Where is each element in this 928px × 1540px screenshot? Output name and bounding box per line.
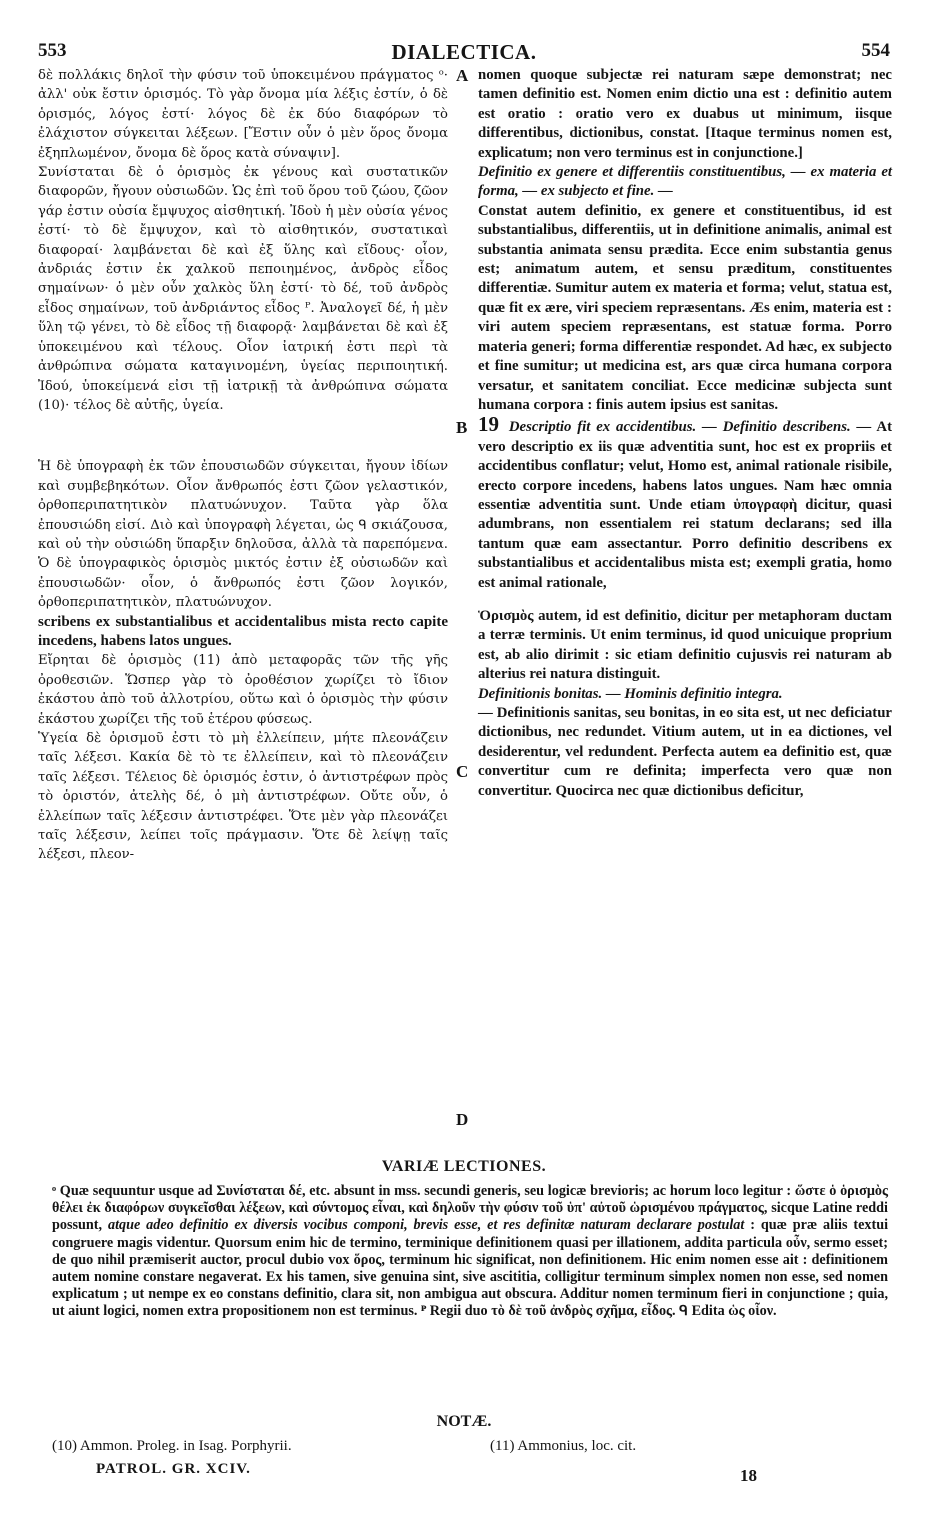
gathering-signature: 18 (740, 1466, 757, 1485)
note-10: (10) Ammon. Proleg. in Isag. Porphyrii. (52, 1438, 292, 1454)
margin-letter-d: D (456, 1110, 469, 1129)
notae-title: NOTÆ. (436, 1413, 492, 1430)
section-number: 19 (478, 412, 499, 437)
latin-paragraph: At vero descriptio ex iis quæ adventitia sunt, hoc est ex propriis et accidentibus conflatur; velut, Homo est, animal rationale risibile, erecto corpore incedens, habens latos ungues. Nam hæc omnia essentiæ adventitia sunt. Unde etiam ὑπογραφὴ dicitur, quasi adumbrans, non essentialem rei statum declarans; sed illa tantum quæ eam assectantur. Porro definitio describens ex substantialibus et accidentalibus mista est; exempli gratia, homo est animal rationale, (478, 419, 893, 591)
latin-paragraph: Ὁρισμὸς autem, id est definitio, dicitur per metaphoram ductam a terræ terminis. Ut enim terminus, id quod unicuique proprium est, ab alio dirimit : sic etiam definitio cujusvis rei naturam ab alterius rei natura distinguit. (478, 607, 892, 683)
variae-lectiones-text (52, 1183, 888, 1321)
latin-paragraph: Constat autem definitio, ex genere et constituentibus, id est substantialibus, differentiis, ut in definitione animalis, animal est substantia animata sensu prædita. Ecce enim substantia genus est; animatum autem, et sensu præditum, constituentes differentiæ. Sumitur autem ex materia et forma; velut, statua est, quæ fit ex ære, viri speciem repræsentans. Æs enim, materia est : viri autem speciem repræsentans, est statuæ forma. Porro materia generi; forma differentiæ respondet. Ad hæc, ex subjecto et fine sumitur; ut medicina est, ars quæ circa humana corpora versatur, et sanitatem conciliat. Ecce medicinæ subjecta sunt humana corpora : finis autem ipsius est sanitas. (478, 202, 892, 413)
latin-continuation: scribens ex substantialibus et accidentalibus mista recto capite incedens, habens latos ungues. (38, 613, 448, 649)
section-heading: Descriptio fit ex accidentibus. — Definitio describens. — (508, 419, 872, 436)
greek-paragraph: Συνίσταται δὲ ὁ ὁρισμὸς ἐκ γένους καὶ συστατικῶν διαφορῶν, ἤγουν οὐσιωδῶν. Ὡς ἐπὶ τοῦ ὅρου τοῦ ζώου, ζῶον γάρ ἐστιν οὐσία ἔμψυχος αἰσθητική. Ἰδοὺ ἡ μὲν οὐσία γένος ἐστί· τὸ δὲ ἔμψυχον, καὶ τὸ αἰσθητικόν, συστατικαὶ διαφοραί· λαμβάνεται δὲ καὶ ἐξ ὕλης καὶ εἴδους· οἷον, ἀνδριάς ἐστιν ἐκ χαλκοῦ πεποιημένος, ἀνδρὸς εἶδος σημαίνων· ὁ μὲν οὖν χαλκὸς ὕλη ἐστί· τὸ δέ, τοῦ ἀνδρὸς εἶδος σημαίνων, τοῦ ἀνδριάντος εἶδος ᴾ. Ἀναλογεῖ δέ, ἡ μὲν ὕλη τῷ γένει, τὸ δὲ εἶδος τῇ διαφορᾷ· λαμβάνεται δὲ καὶ ἐξ ὑποκειμένου καὶ τέλους. Οἷον ἰατρική ἐστι περὶ τὰ ἀνθρώπινα σώματα καταγινομένη, ὑγείας περιποιητική. Ἰδού, ὑποκείμενά εἰσι τῇ ἰατρικῇ τὰ ἀνθρώπινα σώματα (10)· τέλος δὲ αὐτῆς, ὑγεία. (38, 165, 448, 413)
latin-paragraph: — Definitionis sanitas, seu bonitas, in eo sita est, ut nec deficiatur dictionibus, nec redundet. Vitium autem, ut in ea dictiones, vel desiderentur, vel redundent. Perfecta autem ea definitio est, quæ convertitur cum re definita; imperfecta vero quæ non convertitur. Quocirca nec quæ dictionibus deficitur, (478, 705, 892, 799)
latin-column (478, 66, 892, 801)
patrologia-signature: PATROL. GR. XCIV. (96, 1461, 251, 1477)
margin-letter-c: C (456, 762, 469, 781)
latin-paragraph: nomen quoque subjectæ rei naturam sæpe demonstrat; nec tamen definitio est. Nomen enim dictio una est : definitio autem est oratio : oratio vero ex duabus ut minimum, iisque differentibus, dictionibus, constat. [Itaque terminus nomen est, explicatum; non vero terminus est in conjunctione.] (478, 67, 892, 161)
section-heading: Definitionis bonitas. — Hominis definitio integra. (478, 685, 783, 702)
variae-lectiones-title: VARIÆ LECTIONES. (381, 1158, 547, 1175)
note-11: (11) Ammonius, loc. cit. (490, 1438, 637, 1454)
right-page-number: 554 (861, 40, 890, 61)
margin-letter-a: A (456, 66, 469, 85)
running-title: DIALECTICA. (391, 40, 537, 64)
greek-paragraph: Εἴρηται δὲ ὁρισμὸς (11) ἀπὸ μεταφορᾶς τῶν τῆς γῆς ὀροθεσιῶν. Ὥσπερ γὰρ τὸ ὀροθέσιον χωρίζει τὸ ἴδιον ἑκάστου ἀπὸ τοῦ ἀλλοτρίου, οὕτω καὶ ὁ ὁρισμὸς τὴν φύσιν ἑκάστου χωρίζει τῆς τοῦ ἑτέρου φύσεως. (38, 653, 448, 727)
variae-text-part: : quæ præ aliis textui congruere magis videntur. Quorsum enim hic de termino, terminique definitionem quasi per illationem, addita particula οὖν, sermo esset; de quo nihil præmiserit auctor, procul dubio vox ὅρος, terminum hic significat, non definitionem. Hic enim nomen esse ait : definitionem autem nomine constare negaverat. Ex his tamen, sive genuina sint, sive ascititia, colligitur terminum simplex nomen non esse, sed nomen explicatum ; ut nempe ex eo constans definitio, clara sit, non ambigua aut obscura. Additur nomen terminum fieri in conjunctione ; quia, ut aiunt logici, nomen extra propositionem non est terminus. ᴾ Regii duo τὸ δὲ τοῦ ἀνδρὸς σχῆμα, εἶδος. ᑫ Edita ὡς οἷον. (52, 1217, 889, 1320)
left-page-number: 553 (38, 40, 67, 61)
variae-text-part: ᵒ Quæ sequuntur usque ad Συνίσταται δέ, etc. absunt in mss. secundi generis, seu logicæ brevioris; ac horum loco legitur : ὥστε ὁ ὁρισμὸς θέλει ἐκ διαφόρων συγκεῖσθαι λέξεων, καὶ σύντομος εἶναι, καὶ δηλοῦν τὴν φύσιν τοῦ ὑπ' αὐτοῦ ὡρισμένου πράγματος, sicque Latine reddi possunt, (52, 1183, 888, 1234)
greek-paragraph: Ὑγεία δὲ ὁρισμοῦ ἐστι τὸ μὴ ἐλλείπειν, μήτε πλεονάζειν ταῖς λέξεσι. Κακία δὲ τὸ τε ἐλλείπειν, καὶ τὸ πλεονάζειν ταῖς λέξεσι. Τέλειος δὲ ὁρισμός ἐστιν, ὁ ἀντιστρέφων πρὸς τὸ ὁριστόν, ἀτελὴς δέ, ὁ μὴ ἀντιστρέφων. Οὔτε οὖν, ὁ ἐλλείπων ταῖς λέξεσιν ἀντιστρέφει. Ὅτε μὲν γὰρ πλεονάζει ταῖς λέξεσιν, λείπει τοῖς πράγμασιν. Ὅτε δὲ λείψῃ ταῖς λέξεσι, πλεον- (38, 731, 448, 863)
greek-paragraph: Ἡ δὲ ὑπογραφὴ ἐκ τῶν ἐπουσιωδῶν σύγκειται, ἤγουν ἰδίων καὶ συμβεβηκότων. Οἷον ἄνθρωπός ἐστι ζῶον γελαστικόν, ὀρθοπεριπατητικὸν πλατυώνυχον. Ταῦτα γὰρ ὅλα ἐπουσιώδη εἰσί. Διὸ καὶ ὑπογραφὴ λέγεται, ὡς ᑫ σκιάζουσα, καὶ οὐ τὴν οὐσιώδη ὕπαρξιν δηλοῦσα, ἀλλὰ τὰ παρεπόμενα. Ὁ δὲ ὑπογραφικὸς ὁρισμὸς μικτός ἐστιν ἐξ οὐσιωδῶν καὶ ἐπουσιωδῶν· οἷον, ὁ ἄνθρωπός ἐστι ζῶον λογικόν, ὀρθοπεριπατητικὸν, πλατυώνυχον. (38, 459, 448, 611)
margin-letter-b: B (456, 418, 468, 437)
section-heading: Definitio ex genere et differentiis constituentibus, — ex materia et forma, — ex subjecto et fine. — (478, 164, 892, 200)
variae-text-italic: atque adeo definitio ex diversis vocibus componi, brevis esse, et res definitæ naturam declarare postulat (107, 1217, 745, 1234)
greek-column (38, 66, 448, 865)
greek-paragraph: δὲ πολλάκις δηλοῖ τὴν φύσιν τοῦ ὑποκειμένου πράγματος ᵒ· ἀλλ' οὐκ ἔστιν ὁρισμός. Τὸ γὰρ ὄνομα μία λέξις ἐστίν, ὁ δὲ ὁρισμός, λόγος ἐστί· λόγος δὲ ἐκ δύο διαφόρων τὸ ἐλάχιστον σύγκειται λέξεων. [Ἔστιν οὖν ὁ μὲν ὅρος ὄνομα ἐξηπλωμένον, ὄνομα δὲ ὅρος κατὰ σύναψιν]. (38, 68, 448, 161)
